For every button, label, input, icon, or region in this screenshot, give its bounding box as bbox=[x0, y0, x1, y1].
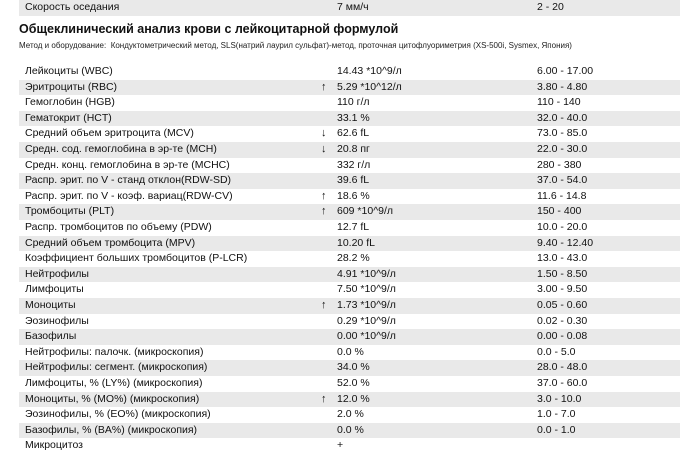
table-row bbox=[19, 80, 680, 96]
test-name: Базофилы, % (BA%) (микроскопия) bbox=[25, 423, 198, 436]
test-name: Нейтрофилы bbox=[25, 267, 89, 280]
test-value: 0.0 % bbox=[337, 345, 364, 358]
test-value: 20.8 пг bbox=[337, 143, 370, 155]
method-label: Метод и оборудование: bbox=[19, 41, 107, 50]
test-value: 39.6 fL bbox=[337, 174, 370, 187]
test-name: Лейкоциты (WBC) bbox=[25, 65, 113, 77]
test-value: + bbox=[337, 439, 344, 452]
table-row bbox=[19, 64, 680, 80]
reference-range: 110 - 140 bbox=[537, 96, 581, 109]
reference-range: 3.00 - 9.50 bbox=[537, 283, 588, 296]
table-row bbox=[19, 329, 680, 345]
test-name: Распр. эрит. по V - станд отклон(RDW-SD) bbox=[25, 174, 232, 187]
test-value: 14.43 *10^9/л bbox=[337, 65, 402, 77]
flag-icon: ↑ bbox=[321, 205, 327, 218]
test-name: Моноциты, % (MO%) (микроскопия) bbox=[25, 392, 200, 405]
test-name: Нейтрофилы: палочк. (микроскопия) bbox=[25, 345, 204, 358]
reference-range: 3.80 - 4.80 bbox=[537, 80, 588, 93]
reference-range: 0.00 - 0.08 bbox=[537, 330, 588, 343]
reference-range: 0.02 - 0.30 bbox=[537, 314, 588, 327]
table-row bbox=[19, 158, 680, 174]
table-row bbox=[19, 282, 680, 298]
test-value: 12.7 fL bbox=[337, 221, 370, 233]
test-name: Лимфоциты, % (LY%) (микроскопия) bbox=[25, 377, 203, 389]
table-row bbox=[19, 407, 680, 423]
reference-range: 2 - 20 bbox=[537, 1, 564, 13]
test-name: Средний объем тромбоцита (MPV) bbox=[25, 236, 196, 249]
test-name: Распр. эрит. по V - коэф. вариац(RDW-CV) bbox=[25, 189, 233, 202]
reference-range: 3.0 - 10.0 bbox=[537, 392, 582, 405]
table-row bbox=[19, 360, 680, 376]
test-value: 0.00 *10^9/л bbox=[337, 330, 396, 343]
test-value: 609 *10^9/л bbox=[337, 205, 394, 218]
table-row bbox=[19, 392, 680, 408]
test-name: Гемоглобин (HGB) bbox=[25, 96, 115, 109]
flag-icon: ↓ bbox=[321, 143, 327, 155]
test-value: 10.20 fL bbox=[337, 236, 375, 249]
table-row bbox=[19, 173, 680, 189]
test-name: Базофилы bbox=[25, 330, 77, 343]
test-value: 4.91 *10^9/л bbox=[337, 267, 396, 280]
reference-range: 6.00 - 17.00 bbox=[537, 65, 594, 77]
reference-range: 150 - 400 bbox=[537, 205, 582, 218]
reference-range: 280 - 380 bbox=[537, 158, 582, 171]
table-row bbox=[19, 298, 680, 314]
test-value: 52.0 % bbox=[337, 377, 370, 389]
table-row bbox=[19, 220, 680, 236]
table-row bbox=[19, 189, 680, 205]
test-value: 34.0 % bbox=[337, 361, 370, 374]
test-name: Гематокрит (HCT) bbox=[25, 111, 112, 124]
reference-range: 0.05 - 0.60 bbox=[537, 299, 588, 311]
test-value: 33.1 % bbox=[337, 111, 370, 124]
test-value: 0.29 *10^9/л bbox=[337, 314, 396, 327]
table-row bbox=[19, 142, 680, 158]
test-value: 0.0 % bbox=[337, 423, 364, 436]
flag-icon: ↑ bbox=[321, 299, 327, 311]
reference-range: 11.6 - 14.8 bbox=[537, 189, 587, 202]
table-row bbox=[19, 111, 680, 127]
test-name: Скорость оседания bbox=[25, 1, 120, 13]
reference-range: 28.0 - 48.0 bbox=[537, 361, 588, 374]
reference-range: 13.0 - 43.0 bbox=[537, 252, 588, 265]
method-description bbox=[19, 40, 619, 52]
test-value: 28.2 % bbox=[337, 252, 370, 265]
test-name: Моноциты bbox=[25, 299, 76, 311]
test-value: 2.0 % bbox=[337, 408, 364, 421]
test-value: 110 г/л bbox=[337, 96, 370, 109]
test-name: Средн. конц. гемоглобина в эр-те (MCHC) bbox=[25, 158, 230, 171]
table-row bbox=[19, 267, 680, 283]
table-row bbox=[19, 236, 680, 252]
flag-icon: ↑ bbox=[321, 80, 327, 93]
table-row bbox=[19, 126, 680, 142]
test-name: Распр. тромбоцитов по объему (PDW) bbox=[25, 221, 212, 233]
table-row bbox=[19, 345, 680, 361]
table-row bbox=[19, 314, 680, 330]
test-value: 7.50 *10^9/л bbox=[337, 283, 396, 296]
test-name: Эритроциты (RBC) bbox=[25, 80, 118, 93]
test-value: 5.29 *10^12/л bbox=[337, 80, 402, 93]
test-value: 18.6 % bbox=[337, 189, 370, 202]
section-title: Общеклинический анализ крови с лейкоцитарной формулой bbox=[19, 22, 399, 36]
test-value: 62.6 fL bbox=[337, 127, 370, 140]
test-value: 12.0 % bbox=[337, 392, 370, 405]
test-name: Эозинофилы bbox=[25, 314, 89, 327]
test-value: 1.73 *10^9/л bbox=[337, 299, 396, 311]
test-name: Средний объем эритроцита (MCV) bbox=[25, 127, 194, 140]
test-name: Лимфоциты bbox=[25, 283, 84, 296]
reference-range: 10.0 - 20.0 bbox=[537, 221, 588, 233]
test-name: Коэффициент больших тромбоцитов (P-LCR) bbox=[25, 252, 248, 265]
test-value: 7 мм/ч bbox=[337, 1, 369, 13]
test-value: 332 г/л bbox=[337, 158, 371, 171]
flag-icon: ↑ bbox=[321, 189, 327, 202]
reference-range: 73.0 - 85.0 bbox=[537, 127, 588, 140]
flag-icon: ↑ bbox=[321, 392, 327, 405]
test-name: Эозинофилы, % (EO%) (микроскопия) bbox=[25, 408, 211, 421]
table-row bbox=[19, 376, 680, 392]
reference-range: 9.40 - 12.40 bbox=[537, 236, 594, 249]
method-text: Кондуктометрический метод, SLS(натрий лаурил сульфат)-метод, проточная цитофлуориметрия (XS-500i, Sysmex, Япония) bbox=[110, 41, 572, 50]
test-name: Микроцитоз bbox=[25, 439, 83, 452]
reference-range: 37.0 - 60.0 bbox=[537, 377, 588, 389]
reference-range: 0.0 - 1.0 bbox=[537, 423, 576, 436]
table-row bbox=[19, 251, 680, 267]
table-row bbox=[19, 204, 680, 220]
table-row bbox=[19, 423, 680, 439]
test-name: Нейтрофилы: сегмент. (микроскопия) bbox=[25, 361, 208, 374]
flag-icon: ↓ bbox=[321, 127, 327, 140]
reference-range: 1.0 - 7.0 bbox=[537, 408, 576, 421]
reference-range: 22.0 - 30.0 bbox=[537, 143, 588, 155]
table-row bbox=[19, 95, 680, 111]
test-name: Средн. сод. гемоглобина в эр-те (MCH) bbox=[25, 143, 217, 155]
reference-range: 0.0 - 5.0 bbox=[537, 345, 576, 358]
table-row bbox=[19, 0, 680, 16]
reference-range: 37.0 - 54.0 bbox=[537, 174, 588, 187]
reference-range: 1.50 - 8.50 bbox=[537, 267, 588, 280]
table-row bbox=[19, 438, 680, 454]
reference-range: 32.0 - 40.0 bbox=[537, 111, 588, 124]
test-name: Тромбоциты (PLT) bbox=[25, 205, 115, 218]
